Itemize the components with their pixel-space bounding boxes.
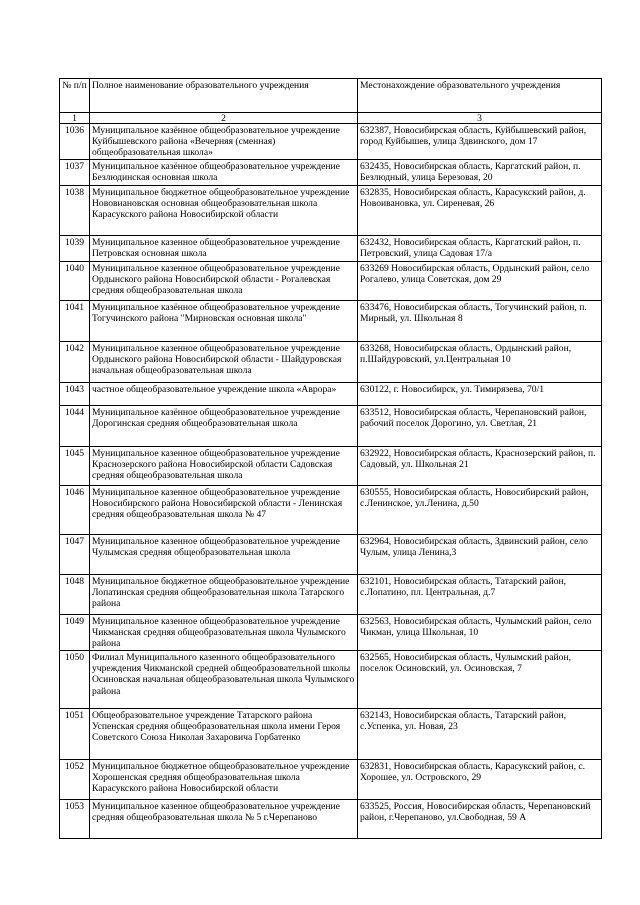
- row-number: 1050: [60, 651, 90, 709]
- table-row: [60, 160, 602, 186]
- table-row: [60, 800, 602, 839]
- row-number: 1048: [60, 575, 90, 615]
- row-number: 1039: [60, 236, 90, 262]
- school-location: 633512, Новосибирская область, Черепановский район, рабочий поселок Дорогино, ул. Светлая, 21: [358, 406, 602, 447]
- row-number: 1044: [60, 406, 90, 447]
- table-row: [60, 383, 602, 406]
- table-row: [60, 236, 602, 262]
- header-name: Полное наименование образовательного учреждения: [90, 79, 358, 113]
- school-location: 632835, Новосибирская область, Карасукский район, д. Новоивановка, ул. Сиреневая, 26: [358, 186, 602, 236]
- table-header-row: [60, 79, 602, 113]
- table-row: [60, 651, 602, 709]
- row-number: 1041: [60, 301, 90, 342]
- school-name: Муниципальное казенное общеобразовательное учреждение Ордынского района Новосибирской области - Шайдуровская начальная общеобразовательная школа: [90, 342, 358, 383]
- table-row: [60, 186, 602, 236]
- row-number: 1040: [60, 262, 90, 301]
- row-number: 1045: [60, 447, 90, 486]
- school-location: 632565, Новосибирская область, Чулымский район, поселок Осиновский, ул. Осиновская, 7: [358, 651, 602, 709]
- school-name: Муниципальное казенное общеобразовательное учреждение Краснозерского района Новосибирской области Садовская средняя общеобразовательная школа: [90, 447, 358, 486]
- table-row: [60, 124, 602, 160]
- column-index: 3: [358, 113, 602, 124]
- school-name: частное общеобразовательное учреждение школа «Аврора»: [90, 383, 358, 406]
- row-number: 1052: [60, 760, 90, 800]
- school-name: Муниципальное бюджетное общеобразовательное учреждение Нововиановская основная общеобразовательная школа Карасукского района Новосибирской области: [90, 186, 358, 236]
- school-location: 632432, Новосибирская область, Каргатский район, п. Петровский, улица Садовая 17/а: [358, 236, 602, 262]
- school-location: 632922, Новосибирская область, Краснозерский район, п. Садовый, ул. Школьная 21: [358, 447, 602, 486]
- school-location: 630122, г. Новосибирск, ул. Тимирязева, 70/1: [358, 383, 602, 406]
- table-row: [60, 486, 602, 535]
- table-row: [60, 575, 602, 615]
- row-number: 1053: [60, 800, 90, 839]
- school-location: 632387, Новосибирская область, Куйбышевский район, город Куйбышев, улица Здвинского, дом 17: [358, 124, 602, 160]
- column-index: 1: [60, 113, 90, 124]
- school-name: Муниципальное казенное общеобразовательное учреждение Ордынского района Новосибирской области - Рогалевская средняя общеобразовательная школа: [90, 262, 358, 301]
- row-number: 1051: [60, 709, 90, 760]
- school-name: Муниципальное казенное общеобразовательное учреждение Чикманская средняя общеобразовательная школа Чулымского района: [90, 615, 358, 651]
- header-location: Местонахождение образовательного учреждения: [358, 79, 602, 113]
- school-location: 633476, Новосибирская область, Тогучинский район, п. Мирный, ул. Школьная 8: [358, 301, 602, 342]
- row-number: 1047: [60, 535, 90, 575]
- school-location: 630555, Новосибирская область, Новосибирский район, с.Ленинское, ул.Ленина, д.50: [358, 486, 602, 535]
- table-row: [60, 301, 602, 342]
- school-name: Муниципальное бюджетное общеобразовательное учреждение Лопатинская средняя общеобразовательная школа Татарского района: [90, 575, 358, 615]
- school-name: Муниципальное казенное общеобразовательное учреждение Новосибирского района Новосибирской области - Ленинская средняя общеобразовательная школа № 47: [90, 486, 358, 535]
- row-number: 1037: [60, 160, 90, 186]
- header-number: № п/п: [60, 79, 90, 113]
- school-name: Муниципальное казенное общеобразовательное учреждение Петровская основная школа: [90, 236, 358, 262]
- school-location: 632101, Новосибирская область, Татарский район, с.Лопатино, пл. Центральная, д.7: [358, 575, 602, 615]
- school-name: Муниципальное казенное общеобразовательное учреждение Чулымская средняя общеобразовательная школа: [90, 535, 358, 575]
- school-name: Муниципальное казённое общеобразовательное учреждение Куйбышевского района «Вечерняя (сменная) общеобразовательная школа»: [90, 124, 358, 160]
- school-name: Муниципальное бюджетное общеобразовательное учреждение Хорошенская средняя общеобразовательная школа Карасукского района Новосибирской области: [90, 760, 358, 800]
- table-row: [60, 615, 602, 651]
- row-number: 1046: [60, 486, 90, 535]
- table-row: [60, 447, 602, 486]
- school-location: 633525, Россия, Новосибирская область, Черепановский район, г.Черепаново, ул.Свободная, 59 А: [358, 800, 602, 839]
- table-row: [60, 262, 602, 301]
- school-name: Общеобразовательное учреждение Татарского района Успенская средняя общеобразовательная школа имени Героя Советского Союза Николая Захаровича Горбатенко: [90, 709, 358, 760]
- school-location: 632563, Новосибирская область, Чулымский район, село Чикман, улица Школьная, 10: [358, 615, 602, 651]
- school-location: 633268, Новосибирская область, Ордынский район, п.Шайдуровский, ул.Центральная 10: [358, 342, 602, 383]
- table-row: [60, 760, 602, 800]
- column-index: 2: [90, 113, 358, 124]
- school-name: Муниципальное казённое общеобразовательное учреждение Дорогинская средняя общеобразовательная школа: [90, 406, 358, 447]
- table-row: [60, 709, 602, 760]
- school-name: Муниципальное казённое общеобразовательное учреждение Тогучинского района "Мирновская основная школа": [90, 301, 358, 342]
- table-row: [60, 535, 602, 575]
- row-number: 1043: [60, 383, 90, 406]
- row-number: 1036: [60, 124, 90, 160]
- school-name: Муниципальное казенное общеобразовательное учреждение средняя общеобразовательная школа № 5 г.Черепаново: [90, 800, 358, 839]
- row-number: 1038: [60, 186, 90, 236]
- school-name: Муниципальное казённое общеобразовательное учреждение Безлюдинская основная школа: [90, 160, 358, 186]
- school-location: 633269 Новосибирская область, Ордынский район, село Рогалево, улица Советская, дом 29: [358, 262, 602, 301]
- schools-table: [59, 78, 602, 839]
- column-index-row: [60, 113, 602, 124]
- school-location: 632964, Новосибирская область, Здвинский район, село Чулым, улица Ленина,3: [358, 535, 602, 575]
- row-number: 1049: [60, 615, 90, 651]
- table-row: [60, 406, 602, 447]
- school-location: 632435, Новосибирская область, Каргатский район, п. Безлюдный, улица Березовая, 20: [358, 160, 602, 186]
- school-location: 632831, Новосибирская область, Карасукский район, с. Хорошее, ул. Островского, 29: [358, 760, 602, 800]
- table-row: [60, 342, 602, 383]
- row-number: 1042: [60, 342, 90, 383]
- school-name: Филиал Муниципального казенного общеобразовательного учреждения Чикманской средней общеобразовательной школы Осиновская начальная общеобразовательная школа Чулымского района: [90, 651, 358, 709]
- school-location: 632143, Новосибирская область, Татарский район, с.Успенка, ул. Новая, 23: [358, 709, 602, 760]
